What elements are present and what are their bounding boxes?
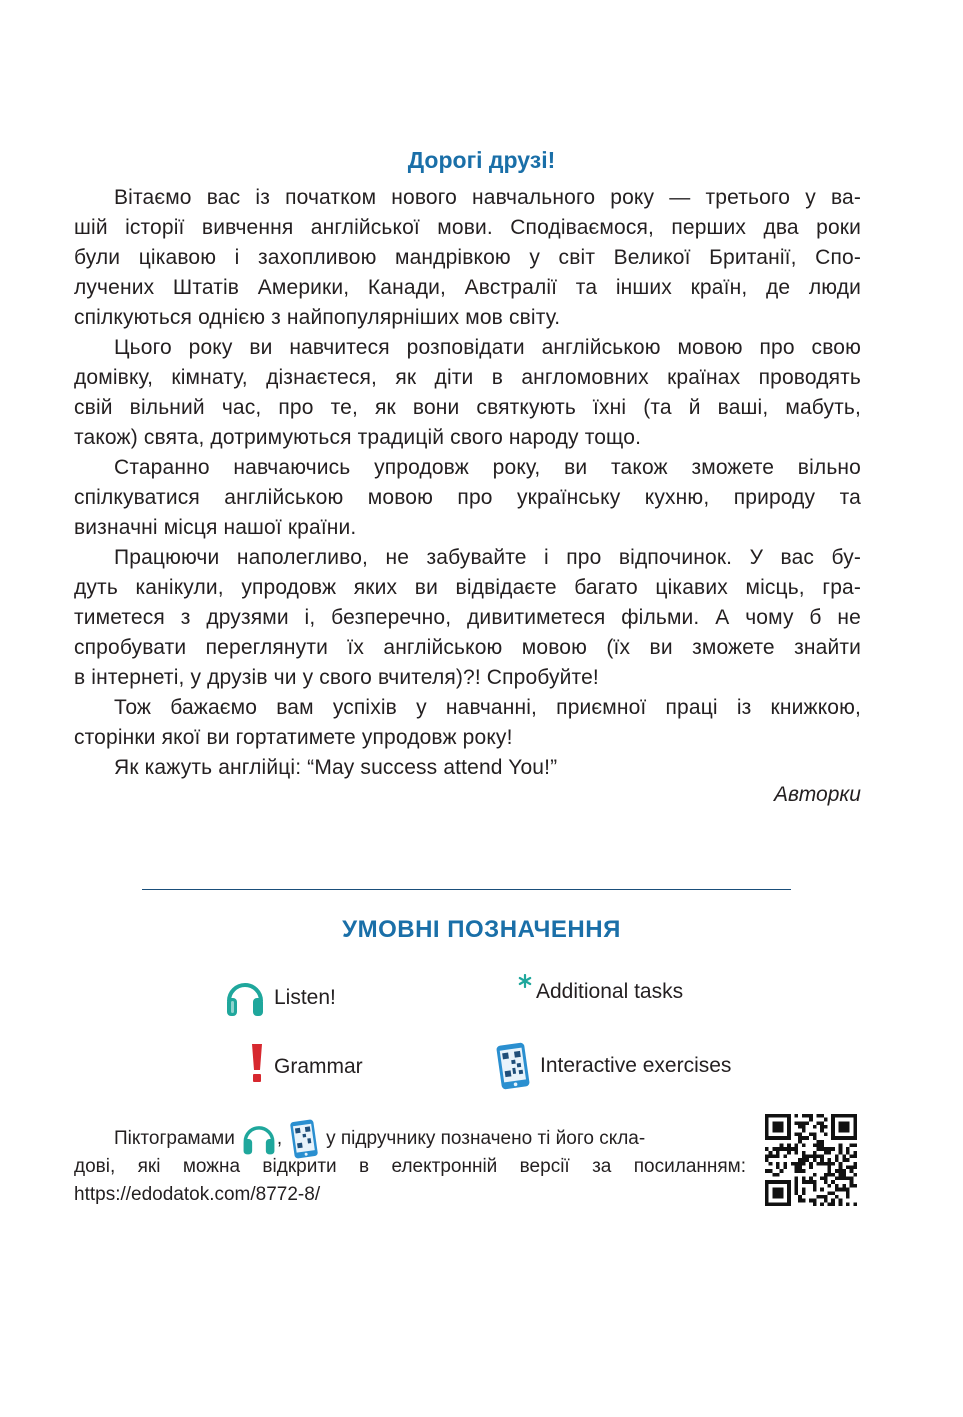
- footer-comma: ,: [276, 1128, 283, 1149]
- footer-line: дові, які можна відкрити в електронній версії за посиланням:: [74, 1156, 746, 1177]
- footer-prefix: Піктограмами: [114, 1128, 235, 1149]
- exclamation-icon: [250, 1043, 264, 1083]
- letter-line: домівку, кімнату, дізнаєтеся, як діти в англомовних країнах проводять: [74, 366, 861, 389]
- headphones-icon: [224, 977, 266, 1019]
- letter-line: спілкуватися англійською мовою про українську кухню, природу та: [74, 486, 861, 509]
- asterisk-icon: [518, 974, 532, 988]
- legend-item-grammar: [250, 1043, 363, 1083]
- letter-line: Вітаємо вас із початком нового навчального року — третього у ва-: [114, 186, 861, 209]
- legend-label: Grammar: [274, 1055, 363, 1078]
- letter-line: Працюючи наполегливо, не забувайте і про відпочинок. У вас бу-: [114, 546, 861, 569]
- legend-label: Listen!: [274, 986, 336, 1009]
- divider: [142, 889, 791, 890]
- legend-label: Additional tasks: [536, 980, 684, 1003]
- phone-qr-icon: [494, 1042, 532, 1090]
- letter-title: Дорогі друзі!: [407, 147, 556, 173]
- letter-line: Тож бажаємо вам успіхів у навчанні, приємної праці із книжкою,: [114, 696, 861, 719]
- letter-line: дуть канікули, упродовж яких ви відвідаєте багато цікавих місць, гра-: [74, 576, 861, 599]
- legend-item-additional-tasks: [518, 980, 683, 1004]
- letter-line: шій історії вивчення англійської мови. Сподіваємося, перших два роки: [74, 216, 861, 239]
- letter-line: також) свята, дотримуються традицій свого народу тощо.: [74, 426, 642, 449]
- letter-line: сторінки якої ви гортатимете упродовж року!: [74, 726, 513, 749]
- legend-label: Interactive exercises: [540, 1054, 732, 1077]
- letter-line: Цього року ви навчитеся розповідати англійською мовою про свою: [114, 336, 861, 359]
- headphones-icon: [241, 1121, 277, 1157]
- legend-item-listen: [224, 977, 336, 1019]
- letter-line: визначні місця нашої країни.: [74, 516, 357, 539]
- signature: Авторки: [774, 783, 861, 806]
- footer-link[interactable]: https://edodatok.com/8772-8/: [74, 1184, 321, 1205]
- letter-line: були цікавою і захопливою мандрівкою у світ Великої Британії, Спо-: [74, 246, 861, 269]
- letter-line: в інтернеті, у друзів чи у свого вчителя)?! Спробуйте!: [74, 666, 599, 689]
- letter-line: спілкуються однією з найпопулярніших мов світу.: [74, 306, 561, 329]
- footer-note: [74, 1119, 746, 1209]
- letter-body: [74, 183, 861, 783]
- letter-line: Старанно навчаючись упродовж року, ви також зможете вільно: [114, 456, 861, 479]
- qr-code[interactable]: [765, 1114, 857, 1206]
- letter-line: тиметеся з друзями і, безперечно, дивитиметеся фільми. А чому б не: [74, 606, 861, 629]
- letter-line: спробувати переглянути їх англійською мовою (їх ви зможете знайти: [74, 636, 861, 659]
- letter-line: Як кажуть англійці: “May success attend You!”: [114, 756, 558, 779]
- legend-title: УМОВНІ ПОЗНАЧЕННЯ: [342, 916, 621, 943]
- letter-line: свій вільний час, про те, як вони святкують їхні (та й ваші, мабуть,: [74, 396, 861, 419]
- legend-item-interactive-exercises: [494, 1042, 731, 1090]
- footer-suffix: у підручнику позначено ті його скла-: [326, 1128, 646, 1149]
- letter-line: лучених Штатів Америки, Канади, Австралії та інших країн, де люди: [74, 276, 861, 299]
- qr-code-image: [765, 1114, 857, 1206]
